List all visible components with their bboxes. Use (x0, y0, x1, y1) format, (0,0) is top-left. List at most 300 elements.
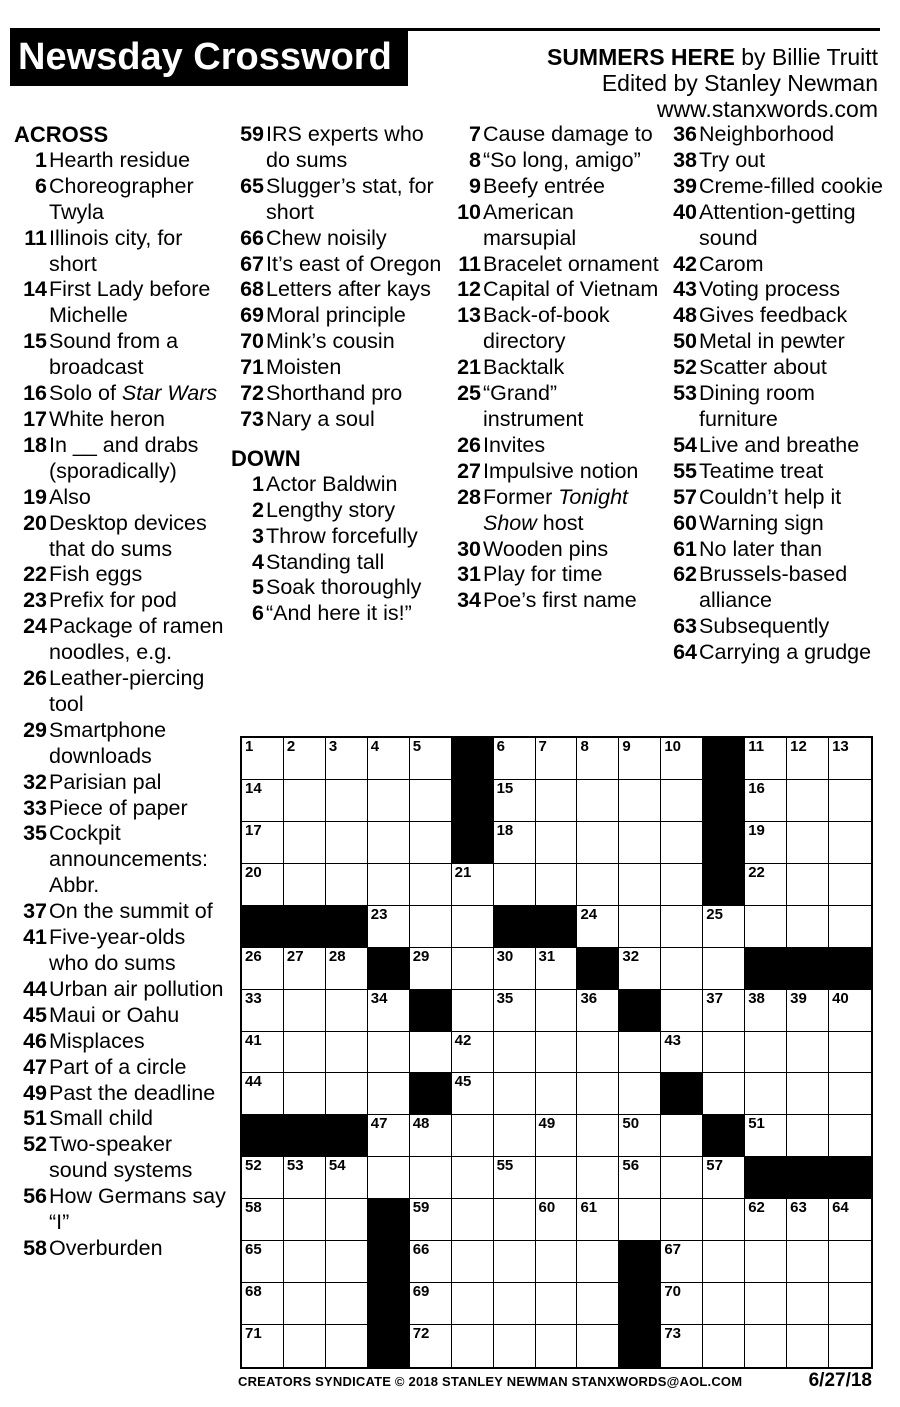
clue-item[interactable] (664, 252, 894, 278)
grid-cell[interactable] (787, 906, 829, 948)
clue-item[interactable] (14, 821, 230, 899)
clue-item[interactable] (14, 925, 230, 977)
grid-cell[interactable] (829, 780, 871, 822)
grid-cell[interactable] (452, 1325, 494, 1367)
grid-cell[interactable] (242, 1073, 284, 1115)
grid-cell[interactable] (410, 1032, 452, 1074)
grid-cell[interactable] (829, 1283, 871, 1325)
clue-item[interactable] (14, 1106, 230, 1132)
clue-number: 11 (458, 251, 481, 276)
clue-item[interactable] (664, 511, 894, 537)
grid-cell[interactable] (536, 1199, 578, 1241)
grid-cell[interactable] (452, 1115, 494, 1157)
grid-cell[interactable] (577, 990, 619, 1032)
clue-item[interactable] (14, 718, 230, 770)
grid-cell[interactable] (577, 738, 619, 780)
grid-cell[interactable] (661, 1199, 703, 1241)
grid-cell[interactable] (494, 1241, 536, 1283)
grid-cell[interactable] (536, 1283, 578, 1325)
clue-item[interactable] (231, 277, 446, 303)
grid-cell[interactable] (536, 1032, 578, 1074)
grid-cell[interactable] (829, 738, 871, 780)
clue-number: 6 (252, 601, 264, 626)
clue-item[interactable] (448, 433, 663, 459)
grid-cell[interactable] (745, 864, 787, 906)
clue-number: 53 (673, 381, 697, 406)
grid-cell[interactable] (410, 1241, 452, 1283)
grid-cell[interactable] (577, 1032, 619, 1074)
clue-item[interactable] (664, 459, 894, 485)
grid-cell[interactable] (242, 1283, 284, 1325)
grid-cell[interactable] (703, 1283, 745, 1325)
clue-item[interactable] (664, 433, 894, 459)
clue-item[interactable] (448, 588, 663, 614)
grid-cell[interactable] (242, 1325, 284, 1367)
clue-item[interactable] (14, 1055, 230, 1081)
clue-item[interactable] (448, 485, 663, 537)
clue-item[interactable] (231, 601, 446, 627)
grid-cell[interactable] (829, 1073, 871, 1115)
clue-item[interactable] (664, 122, 894, 148)
grid-cell[interactable] (410, 906, 452, 948)
clue-item[interactable] (231, 226, 446, 252)
grid-cell[interactable] (494, 1199, 536, 1241)
clue-item[interactable] (448, 459, 663, 485)
clue-item[interactable] (664, 537, 894, 563)
clue-number: 3 (252, 523, 264, 548)
grid-cell[interactable] (829, 990, 871, 1032)
grid-cell[interactable] (494, 864, 536, 906)
grid-cell[interactable] (619, 864, 661, 906)
clue-text (698, 277, 894, 303)
grid-cell[interactable] (661, 990, 703, 1032)
grid-cell[interactable] (494, 738, 536, 780)
grid-cell[interactable] (452, 1157, 494, 1199)
grid-cell[interactable] (368, 1032, 410, 1074)
clue-item[interactable] (14, 666, 230, 718)
grid-cell[interactable] (326, 1325, 368, 1367)
grid-cell[interactable] (368, 738, 410, 780)
grid-cell[interactable] (745, 780, 787, 822)
grid-cell[interactable] (242, 822, 284, 864)
grid-cell[interactable] (829, 1325, 871, 1367)
grid-cell[interactable] (661, 1032, 703, 1074)
clue-text-part: Five-year-olds who do sums (49, 925, 186, 975)
grid-cell[interactable] (661, 822, 703, 864)
clue-text (265, 303, 446, 329)
grid-cell[interactable] (326, 822, 368, 864)
grid-cell[interactable] (242, 948, 284, 990)
grid-cell[interactable] (536, 738, 578, 780)
grid-cell[interactable] (829, 864, 871, 906)
grid-cell[interactable] (703, 906, 745, 948)
clue-number: 44 (23, 976, 47, 1001)
clue-item[interactable] (14, 614, 230, 666)
clue-item[interactable] (231, 303, 446, 329)
grid-cell[interactable] (536, 948, 578, 990)
grid-cell[interactable] (284, 1073, 326, 1115)
grid-cell[interactable] (410, 780, 452, 822)
clue-item[interactable] (14, 1081, 230, 1107)
grid-cell[interactable] (410, 822, 452, 864)
grid-cell[interactable] (368, 822, 410, 864)
grid-cell[interactable] (536, 780, 578, 822)
clue-item[interactable] (448, 148, 663, 174)
clue-item[interactable] (231, 407, 446, 433)
grid-cell[interactable] (787, 1283, 829, 1325)
clue-number: 23 (23, 588, 47, 613)
grid-cell[interactable] (787, 1115, 829, 1157)
grid-cell[interactable] (577, 780, 619, 822)
grid-cell[interactable] (829, 1032, 871, 1074)
grid-cell[interactable] (829, 822, 871, 864)
grid-cell[interactable] (745, 1241, 787, 1283)
clue-text-part: Live and breathe (699, 432, 860, 457)
grid-cell[interactable] (368, 780, 410, 822)
grid-cell[interactable] (619, 738, 661, 780)
grid-cell[interactable] (577, 1283, 619, 1325)
grid-cell[interactable] (410, 864, 452, 906)
grid-cell[interactable] (536, 1325, 578, 1367)
grid-cell[interactable] (452, 1283, 494, 1325)
clue-item[interactable] (664, 200, 894, 252)
grid-cell[interactable] (661, 864, 703, 906)
grid-cell[interactable] (536, 1241, 578, 1283)
grid-cell[interactable] (619, 1032, 661, 1074)
clue-number: 49 (23, 1080, 47, 1105)
grid-cell[interactable] (787, 1325, 829, 1367)
clue-item[interactable] (14, 796, 230, 822)
grid-cell[interactable] (536, 822, 578, 864)
clue-number: 28 (457, 484, 481, 509)
clue-text-part: Cause damage to (483, 122, 653, 146)
grid-cell[interactable] (494, 990, 536, 1032)
clue-item[interactable] (14, 174, 230, 226)
grid-cell[interactable] (787, 822, 829, 864)
crossword-grid[interactable] (240, 736, 873, 1369)
grid-cell[interactable] (494, 1325, 536, 1367)
grid-cell[interactable] (577, 906, 619, 948)
grid-cell[interactable] (787, 1241, 829, 1283)
grid-cell[interactable] (787, 1073, 829, 1115)
grid-cell[interactable] (661, 1115, 703, 1157)
grid-cell[interactable] (536, 864, 578, 906)
grid-cell[interactable] (577, 822, 619, 864)
clue-item[interactable] (231, 355, 446, 381)
clue-item[interactable] (14, 407, 230, 433)
clue-item[interactable] (664, 329, 894, 355)
grid-cell[interactable] (703, 1241, 745, 1283)
grid-cell[interactable] (284, 990, 326, 1032)
grid-cell[interactable] (787, 990, 829, 1032)
grid-cell[interactable] (452, 1073, 494, 1115)
clue-item[interactable] (231, 575, 446, 601)
grid-cell[interactable] (577, 1199, 619, 1241)
grid-cell[interactable] (284, 1032, 326, 1074)
clue-item[interactable] (14, 485, 230, 511)
clue-item[interactable] (664, 381, 894, 433)
grid-cell[interactable] (284, 1241, 326, 1283)
grid-cell[interactable] (494, 1032, 536, 1074)
clue-item[interactable] (448, 381, 663, 433)
grid-cell[interactable] (577, 864, 619, 906)
cell-number: 37 (706, 989, 723, 1007)
clue-item[interactable] (231, 524, 446, 550)
grid-cell[interactable] (368, 1073, 410, 1115)
grid-cell[interactable] (829, 1199, 871, 1241)
black-square (745, 1157, 787, 1199)
grid-cell[interactable] (494, 1157, 536, 1199)
grid-cell[interactable] (745, 1283, 787, 1325)
grid-cell[interactable] (619, 1157, 661, 1199)
grid-cell[interactable] (577, 1073, 619, 1115)
clue-item[interactable] (231, 174, 446, 226)
grid-cell[interactable] (242, 780, 284, 822)
grid-cell[interactable] (536, 1115, 578, 1157)
clue-item[interactable] (14, 1003, 230, 1029)
grid-cell[interactable] (368, 990, 410, 1032)
cell-number: 17 (245, 821, 262, 839)
grid-cell[interactable] (494, 1115, 536, 1157)
grid-cell[interactable] (619, 1115, 661, 1157)
grid-cell[interactable] (326, 1241, 368, 1283)
clue-item[interactable] (14, 277, 230, 329)
grid-cell[interactable] (494, 948, 536, 990)
grid-cell[interactable] (284, 1157, 326, 1199)
grid-cell[interactable] (326, 1283, 368, 1325)
grid-cell[interactable] (452, 864, 494, 906)
clue-item[interactable] (448, 562, 663, 588)
grid-cell[interactable] (619, 948, 661, 990)
grid-cell[interactable] (745, 822, 787, 864)
clue-item[interactable] (664, 614, 894, 640)
black-square (326, 1115, 368, 1157)
grid-cell[interactable] (410, 738, 452, 780)
grid-cell[interactable] (494, 780, 536, 822)
clue-item[interactable] (14, 1132, 230, 1184)
grid-cell[interactable] (242, 1032, 284, 1074)
grid-cell[interactable] (326, 864, 368, 906)
clue-item[interactable] (14, 588, 230, 614)
grid-cell[interactable] (619, 780, 661, 822)
clue-item[interactable] (14, 148, 230, 174)
clue-item[interactable] (231, 252, 446, 278)
grid-cell[interactable] (829, 1241, 871, 1283)
grid-cell[interactable] (619, 906, 661, 948)
clue-item[interactable] (231, 381, 446, 407)
grid-cell[interactable] (745, 1032, 787, 1074)
grid-cell[interactable] (326, 948, 368, 990)
grid-cell[interactable] (326, 1199, 368, 1241)
clue-item[interactable] (664, 148, 894, 174)
grid-cell[interactable] (494, 1283, 536, 1325)
grid-cell[interactable] (661, 1241, 703, 1283)
grid-cell[interactable] (745, 1325, 787, 1367)
grid-cell[interactable] (536, 1073, 578, 1115)
grid-cell[interactable] (494, 822, 536, 864)
clue-text (48, 485, 230, 511)
grid-cell[interactable] (787, 864, 829, 906)
grid-cell[interactable] (284, 948, 326, 990)
grid-cell[interactable] (242, 990, 284, 1032)
clue-item[interactable] (664, 277, 894, 303)
grid-cell[interactable] (242, 1199, 284, 1241)
clue-item[interactable] (14, 899, 230, 925)
grid-cell[interactable] (619, 1199, 661, 1241)
grid-cell[interactable] (745, 1115, 787, 1157)
clue-item[interactable] (231, 550, 446, 576)
clue-item[interactable] (231, 329, 446, 355)
grid-cell[interactable] (452, 948, 494, 990)
clue-text-part: Brussels-based alliance (699, 562, 848, 613)
grid-cell[interactable] (577, 1241, 619, 1283)
grid-cell[interactable] (284, 780, 326, 822)
grid-cell[interactable] (326, 738, 368, 780)
grid-cell[interactable] (326, 990, 368, 1032)
grid-cell[interactable] (368, 1115, 410, 1157)
clue-item[interactable] (14, 770, 230, 796)
grid-cell[interactable] (410, 948, 452, 990)
clue-number: 30 (457, 536, 481, 561)
grid-cell[interactable] (661, 948, 703, 990)
grid-cell[interactable] (787, 1032, 829, 1074)
clue-item[interactable] (448, 355, 663, 381)
grid-cell[interactable] (326, 780, 368, 822)
grid-cell[interactable] (619, 822, 661, 864)
grid-cell[interactable] (703, 1032, 745, 1074)
clue-item[interactable] (664, 562, 894, 614)
grid-cell[interactable] (410, 1199, 452, 1241)
clue-item[interactable] (664, 174, 894, 200)
grid-cell[interactable] (619, 1073, 661, 1115)
grid-cell[interactable] (410, 1283, 452, 1325)
clue-item[interactable] (448, 537, 663, 563)
down-heading: DOWN (231, 445, 301, 471)
clue-item[interactable] (14, 977, 230, 1003)
grid-cell[interactable] (452, 906, 494, 948)
clue-item[interactable] (231, 472, 446, 498)
grid-cell[interactable] (242, 738, 284, 780)
grid-cell[interactable] (745, 1199, 787, 1241)
grid-cell[interactable] (829, 1115, 871, 1157)
clue-text-part: Prefix for pod (49, 588, 177, 613)
grid-cell[interactable] (703, 1325, 745, 1367)
grid-cell[interactable] (703, 1073, 745, 1115)
grid-cell[interactable] (703, 1157, 745, 1199)
grid-cell[interactable] (452, 1199, 494, 1241)
grid-cell[interactable] (745, 738, 787, 780)
grid-cell[interactable] (326, 1157, 368, 1199)
clue-item[interactable] (14, 226, 230, 278)
grid-cell[interactable] (661, 906, 703, 948)
clue-item[interactable] (14, 381, 230, 407)
clue-item[interactable] (664, 640, 894, 666)
clue-text-part: Gives feedback (699, 303, 848, 328)
grid-cell[interactable] (536, 1157, 578, 1199)
grid-cell[interactable] (284, 1325, 326, 1367)
clue-item[interactable] (664, 485, 894, 511)
grid-cell[interactable] (368, 1157, 410, 1199)
black-square (703, 822, 745, 864)
grid-cell[interactable] (661, 1157, 703, 1199)
grid-cell[interactable] (787, 780, 829, 822)
grid-cell[interactable] (242, 1241, 284, 1283)
clue-item[interactable] (448, 303, 663, 355)
clue-item[interactable] (664, 303, 894, 329)
grid-cell[interactable] (326, 1073, 368, 1115)
across-heading: ACROSS (14, 122, 109, 147)
grid-cell[interactable] (661, 780, 703, 822)
grid-cell[interactable] (284, 738, 326, 780)
clue-item[interactable] (231, 498, 446, 524)
cell-number: 33 (245, 989, 262, 1007)
grid-cell[interactable] (284, 1283, 326, 1325)
grid-cell[interactable] (284, 822, 326, 864)
grid-cell[interactable] (326, 1032, 368, 1074)
grid-cell[interactable] (410, 1325, 452, 1367)
grid-cell[interactable] (452, 1241, 494, 1283)
grid-cell[interactable] (577, 1157, 619, 1199)
clue-text-part: White heron (49, 406, 165, 431)
clue-item[interactable] (14, 1029, 230, 1055)
grid-cell[interactable] (703, 990, 745, 1032)
clue-item[interactable] (14, 329, 230, 381)
grid-cell[interactable] (577, 1115, 619, 1157)
grid-cell[interactable] (284, 1199, 326, 1241)
grid-cell[interactable] (745, 906, 787, 948)
grid-cell[interactable] (242, 864, 284, 906)
clue-item[interactable] (231, 122, 446, 174)
grid-cell[interactable] (410, 1115, 452, 1157)
grid-cell[interactable] (787, 738, 829, 780)
clue-item[interactable] (448, 174, 663, 200)
clue-item[interactable] (448, 200, 663, 252)
clue-item[interactable] (14, 1184, 230, 1236)
clue-text-part: Nary a soul (266, 406, 375, 431)
grid-cell[interactable] (787, 1199, 829, 1241)
clue-item[interactable] (448, 252, 663, 278)
grid-cell[interactable] (368, 864, 410, 906)
grid-cell[interactable] (661, 1325, 703, 1367)
grid-cell[interactable] (452, 1032, 494, 1074)
clue-item[interactable] (14, 1236, 230, 1262)
clue-item[interactable] (14, 562, 230, 588)
grid-cell[interactable] (703, 948, 745, 990)
grid-cell[interactable] (452, 990, 494, 1032)
grid-cell[interactable] (410, 1157, 452, 1199)
clue-item[interactable] (14, 433, 230, 485)
clue-number: 69 (240, 303, 264, 328)
grid-cell[interactable] (242, 1157, 284, 1199)
grid-cell[interactable] (494, 1073, 536, 1115)
grid-cell[interactable] (829, 906, 871, 948)
grid-cell[interactable] (745, 1073, 787, 1115)
clue-item[interactable] (664, 355, 894, 381)
clue-text-part: Wooden pins (483, 536, 609, 561)
grid-cell[interactable] (703, 1199, 745, 1241)
grid-cell[interactable] (577, 1325, 619, 1367)
grid-cell[interactable] (368, 906, 410, 948)
grid-cell[interactable] (661, 738, 703, 780)
clue-item[interactable] (14, 511, 230, 563)
clue-item[interactable] (448, 122, 663, 148)
grid-cell[interactable] (284, 864, 326, 906)
grid-cell[interactable] (745, 990, 787, 1032)
grid-cell[interactable] (661, 1283, 703, 1325)
clue-item[interactable] (448, 277, 663, 303)
clue-text (48, 770, 230, 796)
grid-cell[interactable] (536, 990, 578, 1032)
